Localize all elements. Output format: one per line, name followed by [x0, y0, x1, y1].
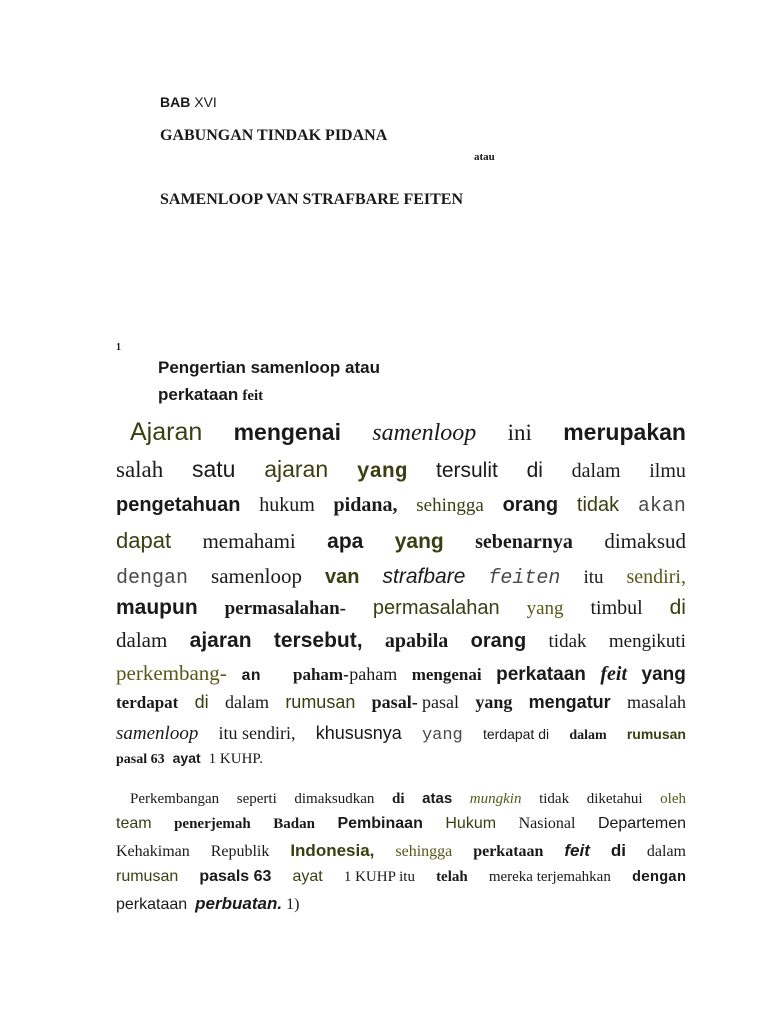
- word: ilmu: [649, 460, 686, 482]
- word: sebenarnya: [475, 531, 573, 553]
- word: yang: [421, 726, 463, 745]
- word: mengenai: [233, 419, 341, 445]
- word: akan: [637, 495, 686, 518]
- word: 1): [286, 896, 300, 913]
- word: Kehakiman: [116, 843, 190, 860]
- word: permasalahan-: [224, 598, 346, 619]
- word: sendiri,: [626, 566, 686, 588]
- word: yang: [475, 692, 513, 712]
- word: memahami: [202, 529, 296, 553]
- para2-line: [116, 815, 686, 833]
- word: mungkin: [469, 791, 522, 807]
- word: telah: [436, 869, 468, 885]
- word: ayat: [172, 750, 201, 766]
- word: dimaksud: [604, 529, 686, 553]
- word: pidana,: [333, 494, 398, 516]
- word: yang: [356, 461, 408, 484]
- word: Republik: [210, 843, 270, 860]
- word: mengenai: [411, 665, 482, 684]
- word: perkataan: [473, 843, 544, 860]
- word: seperti: [236, 791, 277, 807]
- word: perkataan: [116, 896, 188, 913]
- para1-line: [116, 596, 686, 620]
- word: tidak: [548, 631, 587, 652]
- word: strafbare: [382, 565, 466, 588]
- word: oleh: [660, 791, 686, 807]
- section-heading-line2: [158, 385, 263, 405]
- chapter-title-2: SAMENLOOP VAN STRAFBARE FEITEN: [160, 191, 464, 208]
- word: perkembang-: [116, 661, 227, 685]
- word: diketahui: [586, 791, 643, 807]
- word: yang: [641, 664, 686, 685]
- word: yang: [526, 598, 564, 619]
- word: itu: [583, 567, 604, 588]
- word: an: [241, 667, 261, 685]
- word: penerjemah: [174, 816, 251, 832]
- para1-line: [116, 750, 686, 768]
- word: pengetahuan: [116, 494, 241, 516]
- word: timbul: [590, 597, 643, 619]
- word: dengan: [116, 567, 189, 590]
- word: feit: [564, 841, 590, 860]
- word: samenloop: [372, 420, 477, 446]
- word: ayat: [292, 868, 323, 885]
- bab-number: XVI: [194, 94, 217, 110]
- word: Perkembangan: [130, 791, 220, 807]
- word: samenloop: [116, 723, 199, 744]
- para2-line: [116, 841, 686, 861]
- word: dalam: [646, 843, 686, 860]
- word: ajaran: [189, 629, 252, 652]
- word: pasal-: [371, 692, 418, 712]
- word: atas: [422, 790, 453, 807]
- para1-line: [116, 723, 686, 745]
- word: pasal 63: [116, 752, 165, 767]
- heading-word: feit: [242, 388, 264, 404]
- word: di: [610, 841, 626, 860]
- word: khususnya: [315, 723, 402, 743]
- word: pasal: [422, 692, 459, 712]
- para1-line: [116, 456, 686, 484]
- word: ini: [507, 420, 532, 445]
- word: feit: [600, 663, 628, 685]
- word: Departemen: [597, 815, 686, 832]
- word: Ajaran: [130, 418, 203, 446]
- bab-word: BAB: [160, 94, 191, 110]
- word: paham-: [293, 665, 349, 684]
- para1-line: [130, 418, 686, 447]
- para1-line: [116, 494, 686, 518]
- word: permasalahan: [372, 597, 500, 619]
- word: sehingga: [416, 495, 484, 516]
- word: tersebut,: [273, 629, 363, 652]
- word: hukum: [259, 494, 315, 516]
- word: di: [194, 692, 209, 712]
- word: pasals 63: [199, 868, 272, 885]
- para1-line: [116, 661, 686, 686]
- word: masalah: [627, 692, 686, 712]
- para2-line: [130, 790, 686, 808]
- word: orang: [502, 494, 559, 516]
- word: samenloop: [211, 564, 303, 588]
- word: mereka terjemahkan: [488, 869, 611, 885]
- word: itu sendiri,: [218, 723, 296, 743]
- word: Badan: [273, 816, 315, 832]
- word: paham: [349, 664, 398, 684]
- word: van: [325, 566, 360, 588]
- word: perbuatan.: [195, 894, 283, 913]
- word: 1 KUHP itu: [343, 869, 415, 885]
- word: Pembinaan: [337, 815, 423, 832]
- word: satu: [191, 456, 236, 482]
- word: tidak: [539, 791, 570, 807]
- word: tidak: [576, 494, 620, 516]
- word: salah: [116, 457, 164, 482]
- word: dimaksudkan: [294, 791, 375, 807]
- word: dalam: [225, 692, 269, 712]
- word: terdapat di: [482, 726, 550, 742]
- word: apabila: [384, 630, 449, 652]
- word: 1 KUHP.: [208, 751, 263, 767]
- chapter-label: [160, 94, 217, 110]
- word: terdapat: [116, 693, 179, 712]
- atau-label: atau: [474, 151, 495, 163]
- word: ajaran: [264, 456, 329, 482]
- word: feiten: [488, 567, 561, 590]
- word: sehingga: [395, 843, 453, 860]
- word: dalam: [116, 628, 168, 652]
- chapter-title-1: GABUNGAN TINDAK PIDANA: [160, 127, 388, 144]
- para2-line: [116, 894, 686, 914]
- word: rumusan: [626, 726, 686, 742]
- word: mengatur: [528, 692, 611, 712]
- word: di: [669, 596, 686, 619]
- word: dalam: [571, 460, 621, 482]
- word: di: [392, 791, 405, 807]
- para1-line: [116, 628, 686, 653]
- para2-line: [116, 868, 686, 886]
- section-heading-line1: Pengertian samenloop atau: [158, 358, 380, 377]
- para1-line: [116, 692, 686, 713]
- word: merupakan: [563, 419, 686, 445]
- word: Nasional: [518, 815, 576, 832]
- word: rumusan: [116, 868, 179, 885]
- word: dapat: [116, 528, 172, 553]
- para1-line: [116, 564, 686, 590]
- word: orang: [470, 630, 527, 652]
- para1-line: [116, 528, 686, 554]
- heading-word: perkataan: [158, 385, 239, 404]
- word: dalam: [569, 728, 607, 743]
- word: maupun: [116, 596, 198, 619]
- word: yang: [394, 530, 444, 553]
- word: rumusan: [285, 692, 356, 712]
- word: team: [116, 815, 152, 832]
- word: Hukum: [445, 815, 497, 832]
- word: apa: [327, 530, 364, 553]
- word: mengikuti: [608, 631, 686, 652]
- section-number: 1: [116, 342, 121, 353]
- word: dengan: [631, 869, 686, 886]
- word: perkataan: [496, 664, 586, 685]
- word: tersulit: [435, 459, 498, 482]
- word: Indonesia,: [290, 841, 375, 860]
- word: di: [526, 459, 543, 482]
